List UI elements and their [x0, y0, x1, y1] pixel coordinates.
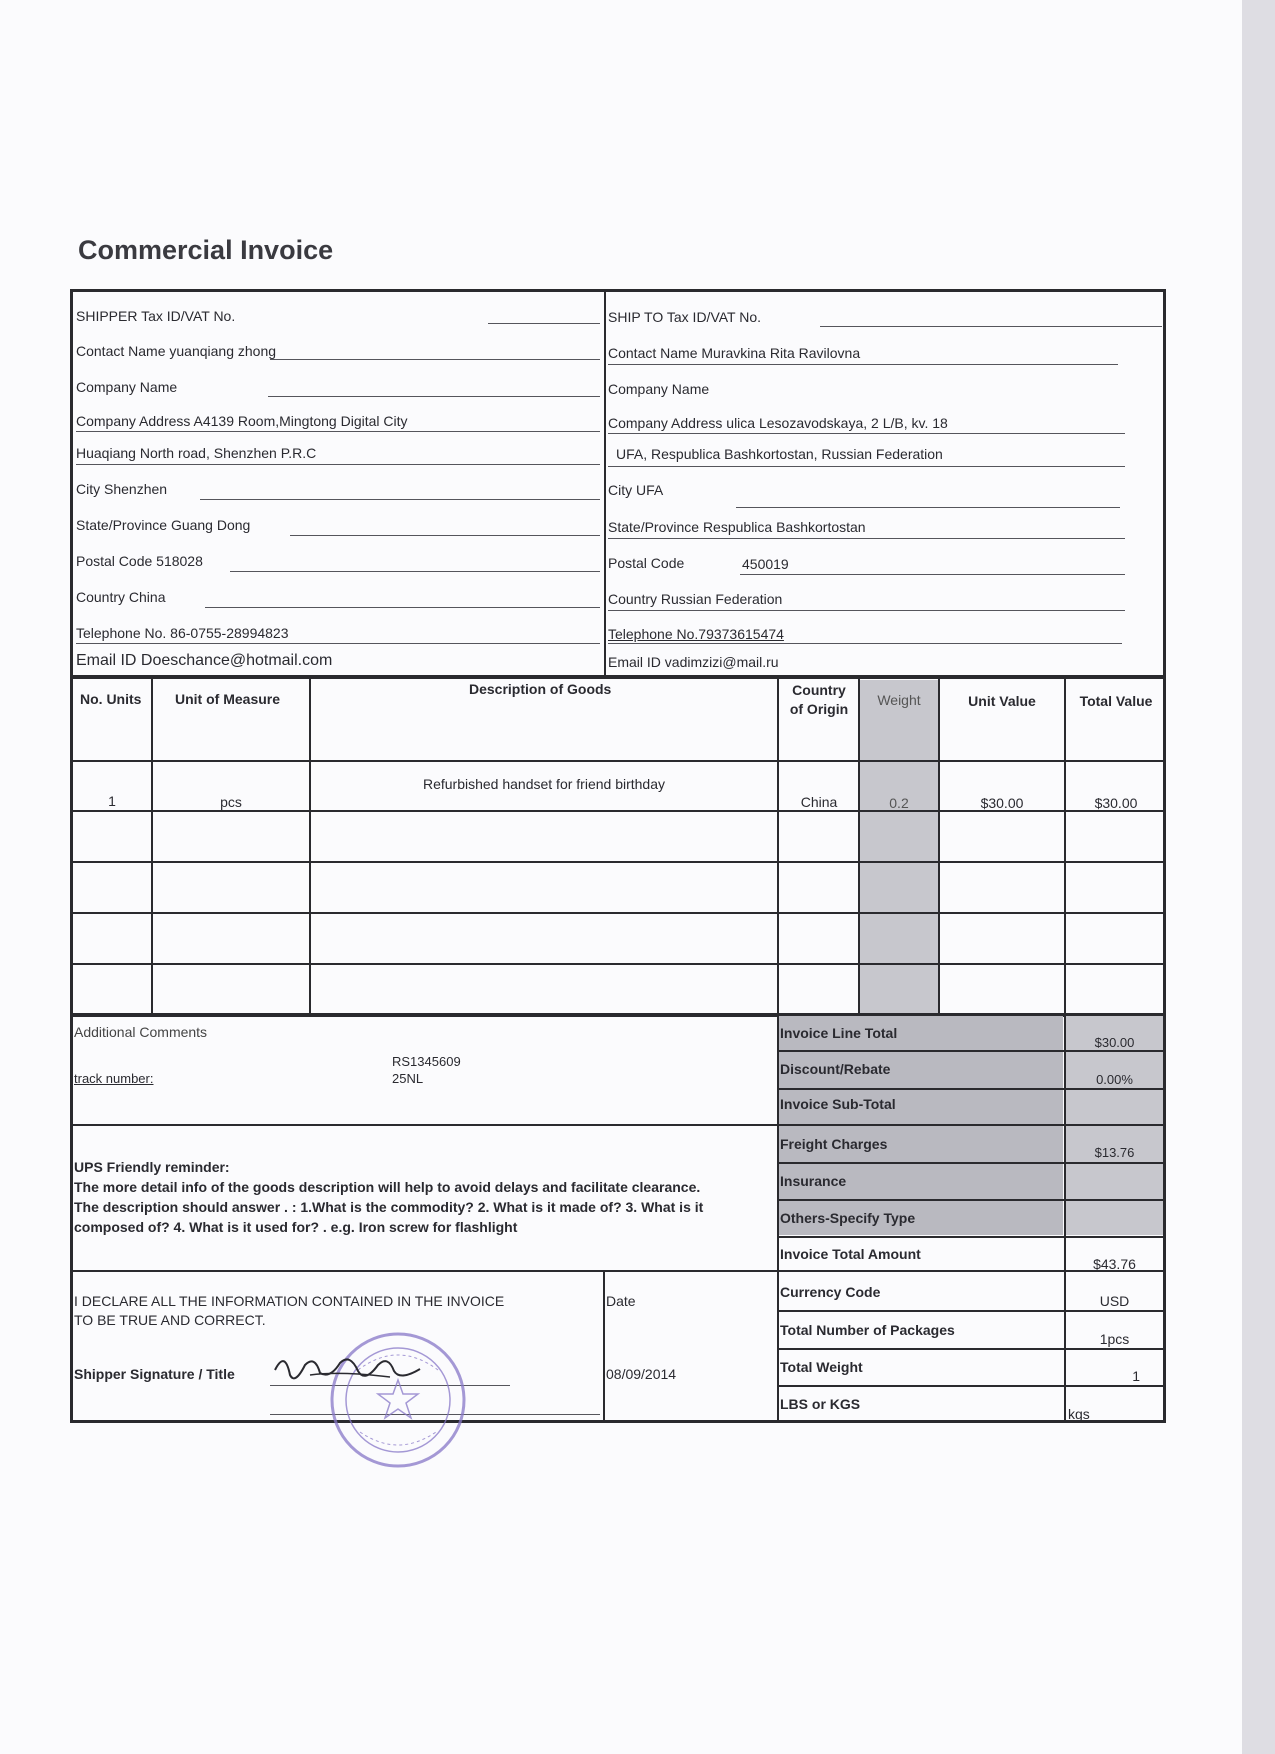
others-label: Others-Specify Type [780, 1210, 916, 1226]
page-title: Commercial Invoice [78, 235, 334, 265]
insurance-label: Insurance [780, 1173, 847, 1189]
header-unit-measure: Unit of Measure [175, 691, 281, 707]
shipper-phone: Telephone No. 86-0755-28994823 [76, 625, 289, 641]
weight-value: 1 [1132, 1368, 1140, 1384]
item-origin: China [800, 794, 838, 810]
shipto-address1: Company Address ulica Lesozavodskaya, 2 L/B, kv. 18 [608, 415, 948, 431]
shipto-phone: Telephone No.79373615474 [608, 626, 784, 642]
track-number-2: 25NL [392, 1071, 424, 1086]
discount-value: 0.00% [1096, 1072, 1133, 1087]
discount-label: Discount/Rebate [780, 1061, 891, 1077]
shipper-address1: Company Address A4139 Room,Mingtong Digital City [76, 413, 408, 429]
shipper-postal: Postal Code 518028 [76, 553, 203, 569]
date-value: 08/09/2014 [606, 1366, 677, 1382]
total-amount-label: Invoice Total Amount [780, 1246, 921, 1262]
shipto-email: Email ID vadimzizi@mail.ru [608, 654, 779, 670]
shipto-company: Company Name [608, 381, 710, 397]
freight-value: $13.76 [1094, 1145, 1135, 1160]
item-measure: pcs [220, 794, 242, 810]
packages-label: Total Number of Packages [780, 1322, 955, 1338]
packages-value: 1pcs [1099, 1331, 1130, 1347]
shipto-country: Country Russian Federation [608, 591, 783, 607]
shipper-email: Email ID Doeschance@hotmail.com [76, 652, 333, 669]
shipto-contact: Contact Name Muravkina Rita Ravilovna [608, 345, 861, 361]
declaration-line2: TO BE TRUE AND CORRECT. [74, 1312, 266, 1328]
comments-label: Additional Comments [74, 1024, 208, 1040]
shipto-address2: UFA, Respublica Bashkortostan, Russian Federation [616, 446, 943, 462]
shipper-tax: SHIPPER Tax ID/VAT No. [76, 308, 236, 324]
header-no-units: No. Units [80, 691, 142, 707]
date-label: Date [606, 1293, 636, 1309]
item-unit-value: $30.00 [980, 795, 1024, 811]
currency-value: USD [1099, 1293, 1130, 1309]
header-total-value: Total Value [1079, 693, 1153, 709]
reminder-title: UPS Friendly reminder: [74, 1159, 230, 1175]
item-total-value: $30.00 [1094, 795, 1138, 811]
unit-label: LBS or KGS [780, 1396, 861, 1412]
shipper-company: Company Name [76, 379, 178, 395]
item-description: Refurbished handset for friend birthday [422, 776, 666, 792]
shipto-tax: SHIP TO Tax ID/VAT No. [608, 309, 762, 325]
shipto-postal-label: Postal Code [608, 555, 685, 571]
shipper-state: State/Province Guang Dong [76, 517, 251, 533]
item-units: 1 [108, 793, 116, 809]
scan-edge [1242, 0, 1275, 1754]
total-amount-value: $43.76 [1093, 1256, 1136, 1272]
shipper-country: Country China [76, 589, 166, 605]
unit-value: kgs [1068, 1406, 1090, 1422]
currency-label: Currency Code [780, 1284, 881, 1300]
weight-label: Total Weight [780, 1359, 863, 1375]
header-unit-value: Unit Value [968, 693, 1036, 709]
track-number-1: RS1345609 [392, 1054, 461, 1069]
items-table [70, 676, 1166, 1017]
reminder-line3: composed of? 4. What is it used for? . e.g. Iron screw for flashlight [74, 1219, 518, 1235]
header-origin-2: of Origin [789, 701, 849, 717]
shipper-city: City Shenzhen [76, 481, 168, 497]
subtotal-label: Invoice Sub-Total [780, 1096, 896, 1112]
shipper-contact: Contact Name yuanqiang zhong [76, 343, 277, 359]
reminder-line2: The description should answer . : 1.What is the commodity? 2. What is it made of? 3. What is it [74, 1199, 704, 1215]
line-total-label: Invoice Line Total [780, 1025, 898, 1041]
track-label: track number: [74, 1071, 154, 1086]
address-divider [604, 289, 606, 678]
shipto-city: City UFA [608, 482, 664, 498]
header-origin-1: Country [792, 682, 846, 698]
line-total-value: $30.00 [1094, 1035, 1135, 1050]
header-weight: Weight [877, 692, 921, 708]
freight-label: Freight Charges [780, 1136, 888, 1152]
shipper-signature [270, 1345, 430, 1390]
reminder-line1: The more detail info of the goods description will help to avoid delays and facilitate clearance. [74, 1179, 701, 1195]
signature-label: Shipper Signature / Title [74, 1366, 235, 1382]
declaration-line1: I DECLARE ALL THE INFORMATION CONTAINED IN THE INVOICE [74, 1293, 505, 1309]
shipper-address2: Huaqiang North road, Shenzhen P.R.C [76, 445, 317, 461]
header-description: Description of Goods [469, 681, 612, 697]
item-weight: 0.2 [889, 795, 909, 811]
shipto-postal-value: 450019 [742, 556, 789, 572]
shipto-state: State/Province Respublica Bashkortostan [608, 519, 866, 535]
